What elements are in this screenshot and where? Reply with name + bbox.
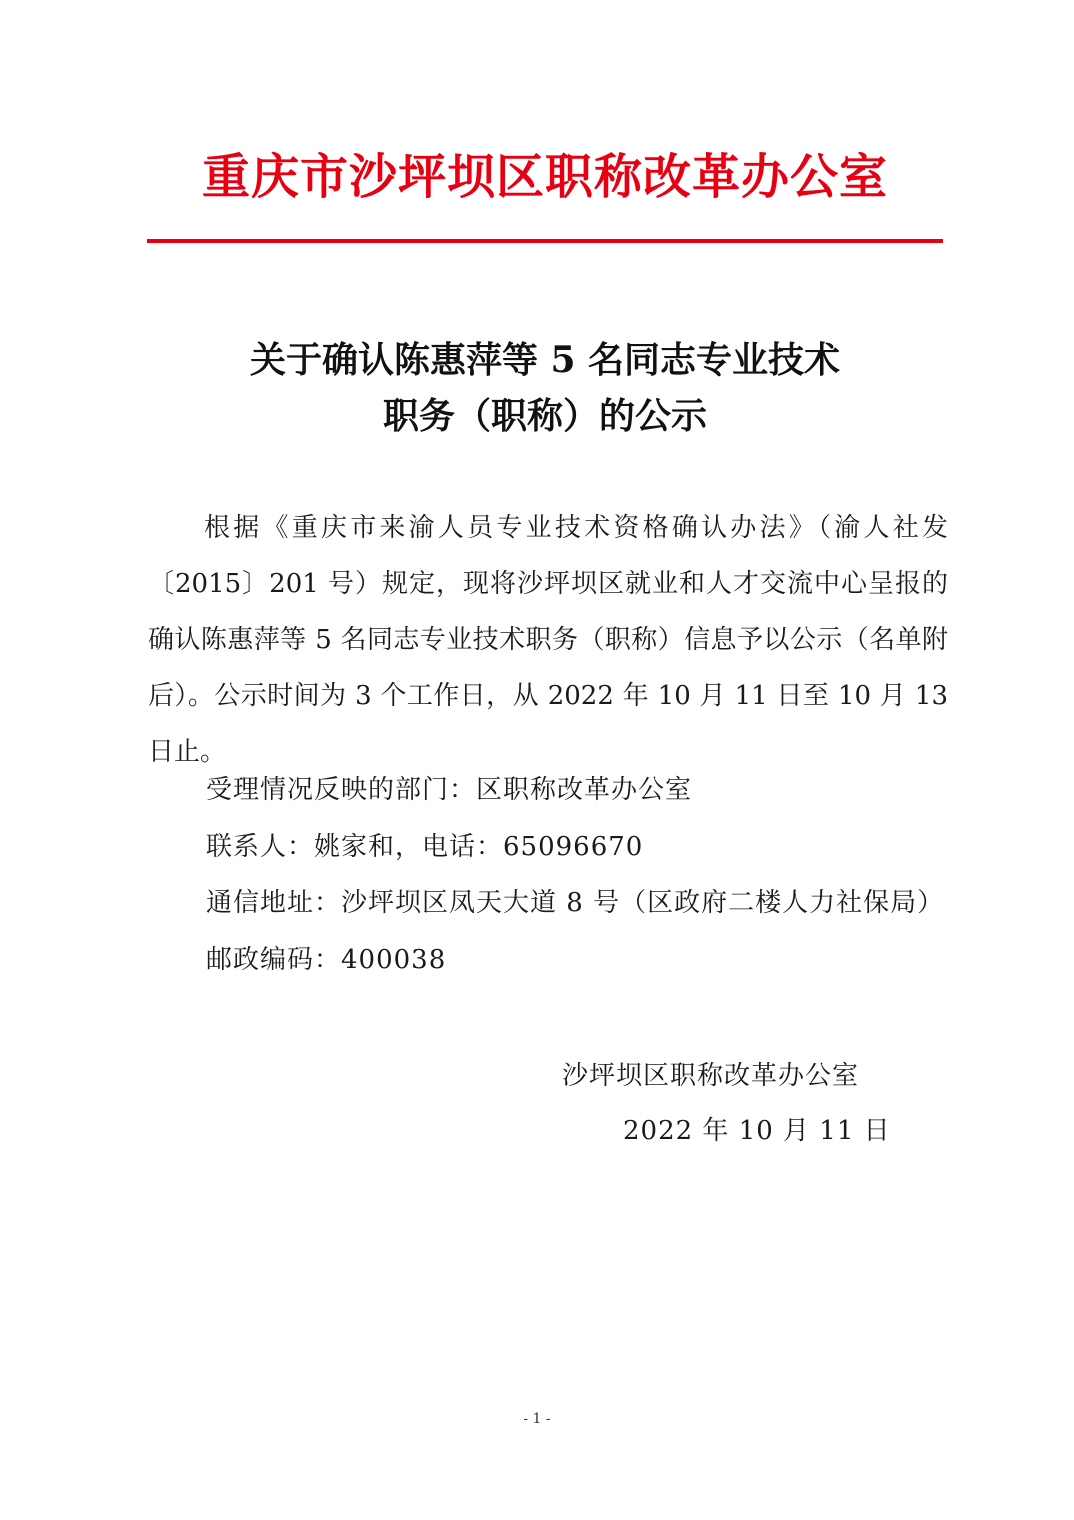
postal-code-line: 邮政编码：400038 (206, 945, 447, 975)
address-line: 通信地址：沙坪坝区凤天大道 8 号（区政府二楼人力社保局） (206, 888, 945, 918)
red-header-rule (147, 239, 943, 243)
document-title-line-1: 关于确认陈惠萍等 5 名同志专业技术 (249, 339, 841, 381)
department-line: 受理情况反映的部门：区职称改革办公室 (206, 775, 693, 805)
signature-date: 2022 年 10 月 11 日 (623, 1116, 891, 1146)
issuing-organization-header: 重庆市沙坪坝区职称改革办公室 (201, 149, 888, 205)
signature-organization: 沙坪坝区职称改革办公室 (562, 1061, 860, 1091)
page-number: - 1 - (523, 1411, 551, 1427)
document-title-line-2: 职务（职称）的公示 (382, 395, 707, 437)
contact-line: 联系人：姚家和，电话：65096670 (206, 832, 644, 862)
body-paragraph: 根据《重庆市来渝人员专业技术资格确认办法》（渝人社发〔2015〕201 号）规定，现将沙坪坝区就业和人才交流中心呈报的确认陈惠萍等 5 名同志专业技术职务（职称）信息予以公示（名单附后）。公示时间为 3 个工作日，从 2022 年 10 月 11 日至 10 月 13 日止。 (148, 513, 948, 767)
